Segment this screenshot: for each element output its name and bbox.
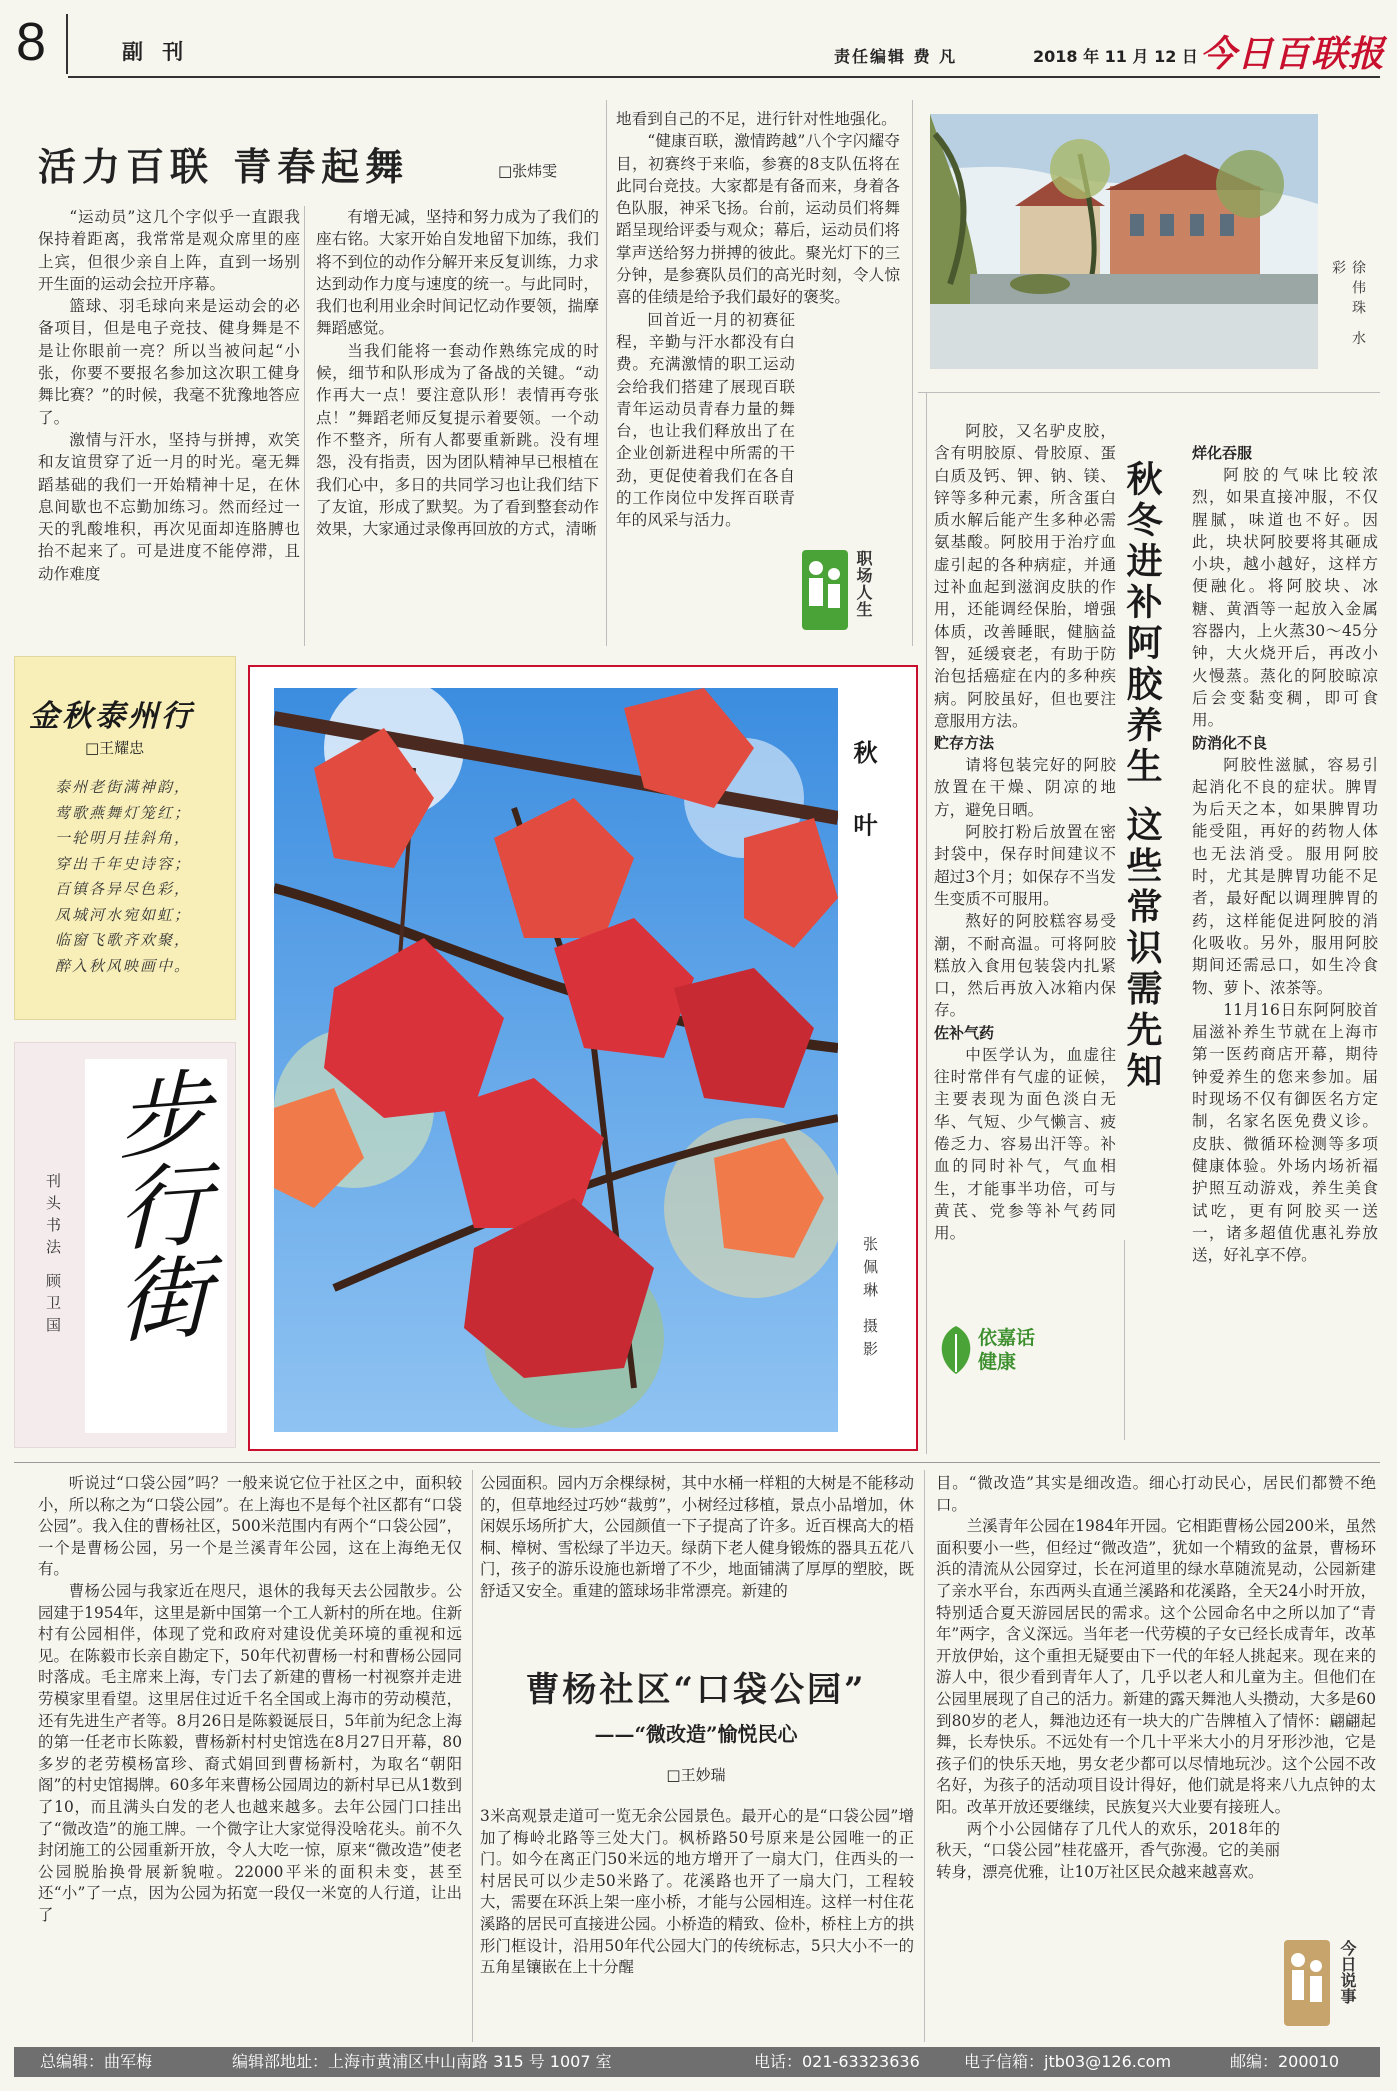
health-talk-label: 依嘉话健康 [978, 1327, 1036, 1373]
poem-line: 莺歌燕舞灯笼红； [55, 803, 192, 822]
editorial-email: 电子信箱：jtb03@126.com [964, 2052, 1172, 2071]
article2-column-1 [934, 420, 1116, 1244]
page-number-rule [66, 14, 68, 74]
paragraph: 阿胶打粉后放置在密封袋中，保存时间建议不超过3个月；如保存不当发生变质不可服用。 [934, 823, 1116, 908]
paragraph: 阿胶性滋腻，容易引起消化不良的症状。脾胃为后天之本，如果脾胃功能受阻，再好的药物人体也无法消受。服用阿胶时，尤其是脾胃功能不足者，最好配以调理脾胃的药，这样能促进阿胶的消化吸收。另外，服用阿胶期间还需忌口，如生冷食物、萝卜、浓茶等。 [1192, 755, 1378, 997]
page-number: 8 [16, 12, 47, 72]
calligraphy-art: 步行街 [103, 1063, 210, 1347]
header-rule [68, 76, 1380, 78]
article3-column-1 [38, 1473, 462, 1926]
paragraph: 地看到自己的不足，进行针对性地强化。 [616, 110, 897, 128]
painting-caption: 徐伟珠 水彩 [1330, 260, 1366, 351]
calligraphy-box [14, 1042, 236, 1448]
poem-line: 一轮明月挂斜角， [55, 829, 192, 847]
editorial-phone: 电话：021-63323636 [754, 2052, 920, 2071]
article2-title: 秋冬进补阿胶养生 这些常识需先知 [1121, 460, 1163, 1093]
poem-line: 醉入秋风映画中。 [55, 956, 192, 975]
health-talk-badge [936, 1322, 1036, 1380]
article1-title: 活力百联 青春起舞 [38, 144, 410, 189]
paragraph: 熬好的阿胶糕容易受潮，不耐高温。可将阿胶糕放入食用包装袋内扎紧口，然后再放入冰箱内保存。 [934, 912, 1116, 1020]
bottom-rule [14, 1462, 1380, 1463]
person-silhouette-icon [1282, 1938, 1332, 2028]
paragraph: 中医学认为，血虚往往时常伴有气虚的证候，主要表现为面色淡白无华、气短、少气懒言、疲倦乏力、容易出汗等。补血的同时补气，气血相生，才能事半功倍，可与黄芪、党参等补气药同用。 [934, 1045, 1116, 1243]
paragraph: 兰溪青年公园在1984年开园。它相距曹杨公园200米，虽然面积要小一些，但经过“微改造”，犹如一个精致的盆景，曹杨环浜的清流从公园穿过，长在河道里的绿水草随流晃动，公园新建了亲水平台，东西两头直通兰溪路和花溪路，全天24小时开放，特别适合夏天游园居民的需求。这个公园命名中之所以加了“青年”两字，含义深远。当年老一代劳模的子女已经长成青年，改革开放伊始，这个重担无疑要由下一代的年轻人挑起来。现在来的游人中，很少看到青年人了，几乎以老人和儿童为主。但他们在公园里展现了自己的活力。新建的露天舞池人头攒动，大多是60到80岁的老人，舞池边还有一块大的广告牌植入了情怀：翩翩起舞，长寿快乐。不远处有一个几十平米大小的月牙形沙池，它是孩子们的快乐天地，男女老少都可以尽情地玩沙。这个公园不改名好，为孩子的活动项目设计得好，他们就是将来八九点钟的太阳。改革开放还要继续，民族复兴大业要有接班人。 [936, 1517, 1376, 1816]
column-divider [912, 100, 913, 646]
article2-column-2 [1192, 420, 1378, 1266]
leaf-icon [936, 1322, 976, 1378]
article3-title: 曹杨社区“口袋公园” [525, 1670, 867, 1710]
calligraphy-caption: 刊头书法 顾卫国 [44, 1173, 62, 1339]
subheading-digestion: 防消化不良 [1192, 733, 1268, 752]
paragraph: 两个小公园储存了几代人的欢乐，2018年的秋天，“口袋公园”桂花盛开，香气弥漫。它的美丽转身，漂亮优雅，让10万社区民众越来越喜欢。 [936, 1819, 1280, 1881]
poem-box [14, 656, 236, 1020]
today-talk-label: 今日说事 [1338, 1940, 1357, 2004]
photo-title: 秋 叶 [849, 740, 878, 857]
column-divider [924, 1470, 925, 2042]
career-life-label: 职场人生 [854, 550, 873, 618]
paragraph: “健康百联，激情跨越”八个字闪耀夺目，初赛终于来临，参赛的8支队伍将在此同台竞技。大家都是有备而来，身着各色队服，神采飞扬。台前，运动员们将舞蹈呈现给评委与观众；幕后，运动员们将掌声送给努力拼搏的彼此。聚光灯下的三分钟，是参赛队员们的高光时刻，令人惊喜的佳绩是给予我们最好的褒奖。 [616, 132, 900, 307]
article3-column-2-top [480, 1473, 914, 1603]
article3-subtitle: ——“微改造”愉悦民心 [594, 1722, 798, 1746]
poem-title: 金秋泰州行 [29, 699, 194, 734]
painting-rule [918, 392, 1380, 393]
career-life-badge [796, 544, 892, 636]
paragraph: 回首近一月的初赛征程，辛勤与汗水都没有白费。充满激情的职工运动会给我们搭建了展现百联青年运动员青春力量的舞台，也让我们释放出了在企业创新进程中所需的干劲，更促使着我们在各自的工作岗位中发挥百联青年的风采与活力。 [616, 310, 795, 530]
poem-body [55, 775, 191, 979]
paragraph: 阿胶的气味比较浓烈，如果直接冲服，不仅腥腻，味道也不好。因此，块状阿胶要将其砸成小块，越小越好，这样方便融化。将阿胶块、冰糖、黄酒等一起放入金属容器内，上火蒸30～45分钟，大火烧开后，再改小火慢蒸。蒸化的阿胶晾凉后会变黏变稠，即可食用。 [1192, 466, 1378, 730]
postal-code: 邮编：200010 [1230, 2052, 1340, 2071]
paragraph: 公园面积。园内万余棵绿树，其中水桶一样粗的大树是不能移动的，但草地经过巧妙“裁剪”，小树经过移植，景点小品增加，休闲娱乐场所扩大，公园颜值一下子提高了许多。近百棵高大的梧桐、樟树、雪松绿了半边天。绿荫下老人健身锻炼的器具五花八门，孩子的游乐设施也新增了不少，地面铺满了厚厚的塑胶，既舒适又安全。重建的篮球场非常漂亮。新建的 [480, 1474, 914, 1600]
footer-bar [14, 2047, 1380, 2077]
subheading-qi: 佐补气药 [934, 1023, 995, 1042]
paragraph: 3米高观景走道可一览无余公园景色。最开心的是“口袋公园”增加了梅岭北路等三处大门。枫桥路50号原来是公园唯一的正门。如今在离正门50米远的地方增开了一扇大门，住西头的一村居民可以少走50米路了。花溪路也开了一扇大门，工程较大，需要在环浜上架一座小桥，才能与公园相连。这样一村住花溪路的居民可直接进公园。小桥造的精致、俭朴，桥柱上方的拱形门框设计，沿用50年代公园大门的传统标志，5只大小不一的五角星镶嵌在上十分醒 [480, 1807, 914, 1977]
section-label: 副 刊 [122, 40, 190, 64]
article3-column-3 [936, 1473, 1376, 1883]
issue-date: 2018 年 11 月 12 日 [1033, 47, 1198, 66]
poem-line: 临窗飞歌齐欢聚， [55, 931, 192, 949]
paragraph: 激情与汗水，坚持与拼搏，欢笑和友谊贯穿了近一月的时光。毫无舞蹈基础的我们一开始精神十足，在休息间歇也不忘勤加练习。然而经过一天的乳酸堆积，再次见面却连胳膊也抬不起来了。可是进度不能停滞，且动作难度 [38, 430, 300, 583]
poem-line: 泰州老街满神韵， [55, 778, 192, 796]
today-talk-badge [1282, 1938, 1378, 2030]
article1-column-2 [316, 206, 599, 540]
subheading-storage: 贮存方法 [934, 734, 995, 753]
paragraph: 11月16日东阿阿胶首届滋补养生节就在上海市第一医药商店开幕，期待钟爱养生的您来参加。届时现场不仅有御医名方定制，名家名医免费义诊。皮肤、微循环检测等多项健康体验。外场内场祈福护照互动游戏，养生美食试吃，更有阿胶买一送一，诸多超值优惠礼券放送，好礼享不停。 [1192, 1000, 1378, 1265]
paragraph: 听说过“口袋公园”吗？一般来说它位于社区之中，面积较小，所以称之为“口袋公园”。在上海也不是每个社区都有“口袋公园”。我入住的曹杨社区，500米范围内有两个“口袋公园”，一个是曹杨公园，另一个是兰溪青年公园，这在上海绝无仅有。 [38, 1474, 462, 1579]
column-divider [1124, 1240, 1125, 1440]
column-divider [304, 206, 305, 646]
paragraph: 阿胶，又名驴皮胶，含有明胶原、骨胶原、蛋白质及钙、钾、钠、镁、锌等多种元素，所含蛋白质水解后能产生多种必需氨基酸。阿胶用于治疗血虚引起的各种病症，并通过补血起到滋润皮肤的作用，还能调经保胎，增强体质，改善睡眠，健脑益智，延缓衰老，有助于防治包括癌症在内的多种疾病。阿胶虽好，但也要注意服用方法。 [934, 422, 1116, 730]
article1-column-3 [616, 108, 900, 532]
chief-editor: 总编辑：曲军梅 [40, 2052, 153, 2071]
editor-label: 责任编辑 费 凡 [834, 47, 958, 66]
photo-caption: 张佩琳 摄影 [861, 1236, 879, 1364]
poem-line: 穿出千年史诗容； [55, 854, 192, 873]
editorial-address: 编辑部地址：上海市黄浦区中山南路 315 号 1007 室 [232, 2052, 612, 2071]
column-divider [472, 1470, 473, 2042]
subheading-dissolve: 烊化吞服 [1192, 444, 1253, 462]
article3-author: □王妙瑞 [666, 1766, 726, 1784]
paragraph: 曹杨公园与我家近在咫尺，退休的我每天去公园散步。公园建于1954年，这里是新中国第一个工人新村的所在地。住新村有公园相伴，体现了党和政府对建设优美环境的重视和远见。在陈毅市长亲自勘定下，50年代初曹杨一村和曹杨公园同时落成。毛主席来上海，专门去了新建的曹杨一村视察并走进劳模家里看望。这里居住过近千名全国或上海市的劳动模范，还有先进生产者等。8月26日是陈毅诞辰日，5年前为纪念上海的第一任老市长陈毅，曹杨新村村史馆选在8月27日开幕，80多岁的老劳模杨富珍、裔式娟回到曹杨新村，为取名“朝阳阁”的村史馆揭牌。60多年来曹杨公园周边的新村早已从1数到了10，而且满头白发的老人也越来越多。去年公园门口挂出了“微改造”的施工牌。一个微字让大家觉得没啥花头。前不久封闭施工的公园重新开放，令人大吃一惊，原来“微改造”使老公园脱胎换骨展新貌啦。22000平米的面积未变，甚至还“小”了一点，因为公园为拓宽一段仅一米宽的人行道，让出了 [38, 1581, 462, 1924]
person-silhouette-icon [796, 544, 892, 636]
paragraph: 目。“微改造”其实是细改造。细心打动民心，居民们都赞不绝口。 [936, 1474, 1376, 1514]
paragraph: 请将包装完好的阿胶放置在干燥、阴凉的地方，避免日晒。 [934, 756, 1116, 819]
column-divider [926, 392, 927, 1454]
autumn-leaves-photo [274, 688, 838, 1432]
column-divider [606, 100, 607, 646]
article1-author: □张炜雯 [498, 162, 558, 180]
paragraph: 篮球、羽毛球向来是运动会的必备项目，但是电子竞技、健身舞是不是让你眼前一亮？所以当被问起“小张，你要不要报名参加这次职工健身舞比赛？”的时候，我毫不犹豫地答应了。 [38, 297, 300, 427]
paragraph: “运动员”这几个字似乎一直跟我保持着距离，我常常是观众席里的座上宾，但很少亲自上阵，直到一场别开生面的运动会拉开序幕。 [38, 208, 300, 293]
article3-column-2-bottom [480, 1806, 914, 1979]
masthead-logo: 今日百联报 [1200, 33, 1386, 75]
article1-column-1 [38, 206, 300, 585]
paragraph: 有增无减，坚持和努力成为了我们的座右铭。大家开始自发地留下加练，我们将不到位的动作分解开来反复训练，力求达到动作力度与速度的统一。与此同时，我们也利用业余时间记忆动作要领，揣摩舞蹈感觉。 [316, 208, 599, 338]
poem-line: 凤城河水宛如虹； [55, 905, 192, 924]
poem-line: 百镇各异尽色彩， [55, 880, 192, 898]
paragraph: 当我们能将一套动作熟练完成的时候，细节和队形成为了备战的关键。“动作再大一点！要注意队形！表情再夸张点！”舞蹈老师反复提示着要领。一个动作不整齐，所有人都要重新跳。没有埋怨，没有指责，因为团队精神早已根植在我们心中，多日的共同学习也让我们结下了友谊，形成了默契。为了看到整套动作效果，大家通过录像再回放的方式，清晰 [316, 341, 599, 539]
watercolor-painting [930, 114, 1318, 369]
poem-author: □王耀忠 [85, 739, 145, 757]
